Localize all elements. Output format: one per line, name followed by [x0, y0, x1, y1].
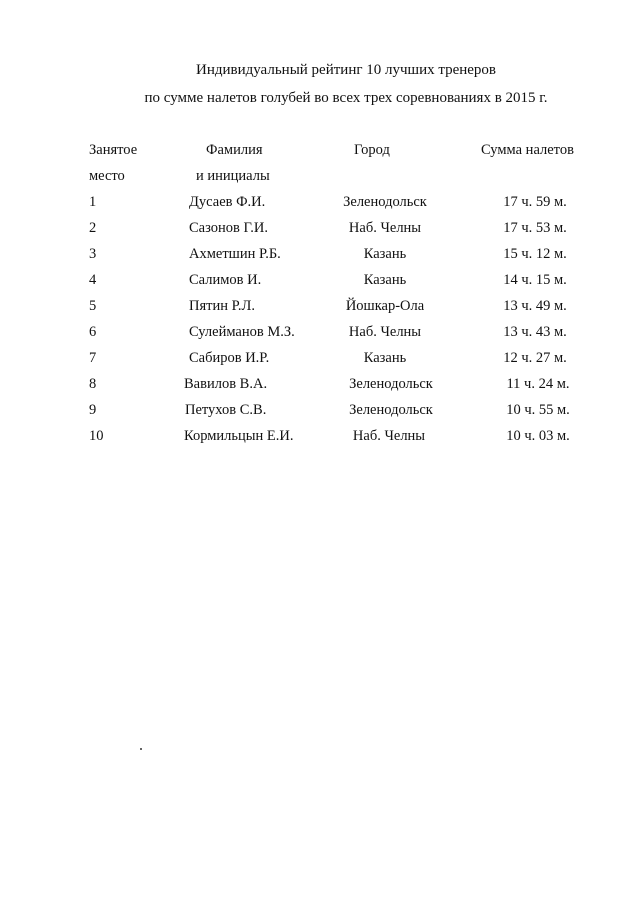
- row-city: Казань: [363, 272, 407, 288]
- header-place-line1: Занятое: [89, 142, 138, 158]
- row-name: Сабиров И.Р.: [189, 350, 270, 366]
- row-name: Сулейманов М.З.: [189, 324, 295, 340]
- row-city: Казань: [363, 350, 407, 366]
- row-place: 6: [89, 324, 97, 340]
- row-name: Кормильцын Е.И.: [184, 428, 294, 444]
- row-place: 3: [89, 246, 97, 262]
- header-place-line2: место: [89, 168, 125, 184]
- row-name: Ахметшин Р.Б.: [189, 246, 281, 262]
- row-city: Наб. Челны: [348, 324, 422, 340]
- row-place: 7: [89, 350, 97, 366]
- row-place: 5: [89, 298, 97, 314]
- row-name: Сазонов Г.И.: [189, 220, 268, 236]
- header-sum: Сумма налетов: [481, 142, 574, 158]
- row-sum: 10 ч. 03 м.: [506, 428, 570, 444]
- row-place: 10: [89, 428, 104, 444]
- title-line-2: по сумме налетов голубей во всех трех соревнованиях в 2015 г.: [144, 90, 548, 106]
- row-place: 4: [89, 272, 97, 288]
- row-sum: 14 ч. 15 м.: [503, 272, 567, 288]
- title-line-1: Индивидуальный рейтинг 10 лучших тренеров: [195, 62, 497, 78]
- row-city: Наб. Челны: [352, 428, 426, 444]
- row-place: 1: [89, 194, 97, 210]
- header-name-line2: и инициалы: [196, 168, 270, 184]
- row-name: Дусаев Ф.И.: [189, 194, 266, 210]
- row-name: Пятин Р.Л.: [189, 298, 255, 314]
- row-sum: 13 ч. 49 м.: [503, 298, 567, 314]
- row-name: Салимов И.: [189, 272, 262, 288]
- row-place: 9: [89, 402, 97, 418]
- row-city: Йошкар-Ола: [345, 298, 425, 314]
- row-city: Зеленодольск: [349, 402, 433, 418]
- row-city: Наб. Челны: [348, 220, 422, 236]
- row-sum: 10 ч. 55 м.: [506, 402, 570, 418]
- row-city: Зеленодольск: [349, 376, 433, 392]
- row-sum: 15 ч. 12 м.: [503, 246, 567, 262]
- row-name: Петухов С.В.: [185, 402, 267, 418]
- row-sum: 11 ч. 24 м.: [506, 376, 570, 392]
- row-place: 2: [89, 220, 97, 236]
- row-place: 8: [89, 376, 97, 392]
- row-sum: 12 ч. 27 м.: [503, 350, 567, 366]
- scan-speck: [140, 748, 142, 750]
- header-city: Город: [354, 142, 390, 158]
- row-city: Казань: [363, 246, 407, 262]
- row-name: Вавилов В.А.: [184, 376, 268, 392]
- row-sum: 17 ч. 59 м.: [503, 194, 567, 210]
- row-city: Зеленодольск: [343, 194, 427, 210]
- header-name-line1: Фамилия: [206, 142, 263, 158]
- row-sum: 13 ч. 43 м.: [503, 324, 567, 340]
- row-sum: 17 ч. 53 м.: [503, 220, 567, 236]
